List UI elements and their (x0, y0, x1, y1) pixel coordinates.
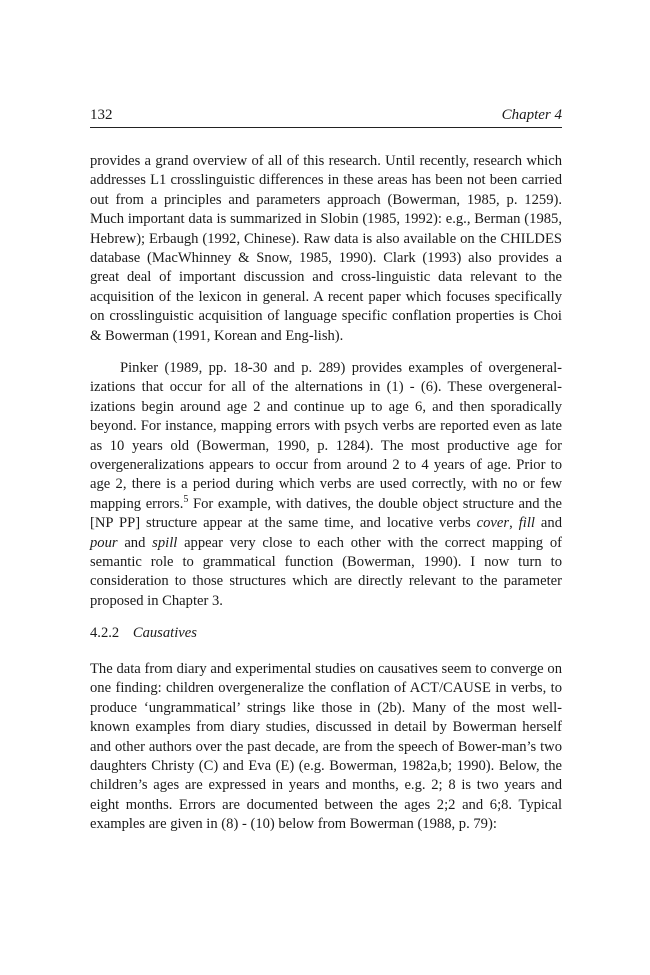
paragraph: provides a grand overview of all of this research. Until recently, research which addresses L1 crosslinguistic differences in these areas has been not been carried out from a principles and parameters approach (Bowerman, 1985, p. 1259). Much important data is summarized in Slobin (1985, 1992): e.g., Berman (1985, Hebrew); Erbaugh (1992, Chinese). Raw data is also available on the CHILDES database (MacWhinney & Snow, 1985, 1990). Clark (1993) also provides a great deal of important discussion and cross-linguistic data relevant to the acquisition of the lexicon in general. A recent paper which focuses specifically on crosslinguistic acquisition of language specific conflation properties is Choi & Bowerman (1991, Korean and Eng-lish). (90, 153, 562, 344)
example-verb: spill (152, 534, 178, 551)
example-verb: cover (476, 515, 510, 532)
section-number: 4.2.2 (90, 625, 120, 641)
paragraph-text: appear very close to each other with the correct mapping of semantic role to grammatical function (Bowerman, 1990). I now turn to consideration to those structures which are directly relevant to the parameter proposed in Chapter 3. (90, 534, 562, 609)
separator-text: and (117, 534, 153, 551)
footnote-marker[interactable]: 5 (183, 493, 189, 505)
example-verb: pour (90, 534, 118, 551)
separator-text: , (509, 515, 519, 532)
section-heading (90, 624, 562, 643)
chapter-label: Chapter 4 (501, 107, 562, 123)
section-title: Causatives (132, 625, 197, 641)
paragraph: The data from diary and experimental studies on causatives seem to converge on one finding: children overgeneralize the conflation of ACT/CAUSE in verbs, to produce ‘ungrammatical’ strings like those in (2b). Many of the most well-known examples from diary studies, discussed in detail by Bowerman herself and other authors over the past decade, are from the speech of Bower-man’s two daughters Christy (C) and Eva (E) (e.g. Bowerman, 1982a,b; 1990). Below, the children’s ages are expressed in years and months, e.g. 2; 8 is two years and eight months. Errors are documented between the ages 2;2 and 6;8. Typical examples are given in (8) - (10) below from Bowerman (1988, p. 79): (90, 661, 562, 833)
running-head (90, 107, 562, 128)
page-number: 132 (90, 107, 113, 123)
example-verb: fill (518, 515, 535, 532)
paragraph-text: Pinker (1989, pp. 18-30 and p. 289) provides examples of overgeneral-izations that occur for all of the alternations in (1) - (6). These overgeneral-izations begin around age 2 and continue up to age 6, and then sporadically beyond. For instance, mapping errors with psych verbs are reported even as late as 10 years old (Bowerman, 1990, p. 1284). The most productive age for overgeneralizations appears to occur from around 2 to 4 years of age. Prior to age 2, there is a period during which verbs are used correctly, with no or few mapping errors. (90, 360, 562, 512)
separator-text: and (534, 515, 562, 532)
paragraph (90, 359, 562, 611)
paragraph-text: For example, with datives, the double object structure and the [NP PP] structure appear at the same time, and locative verbs (90, 495, 562, 532)
